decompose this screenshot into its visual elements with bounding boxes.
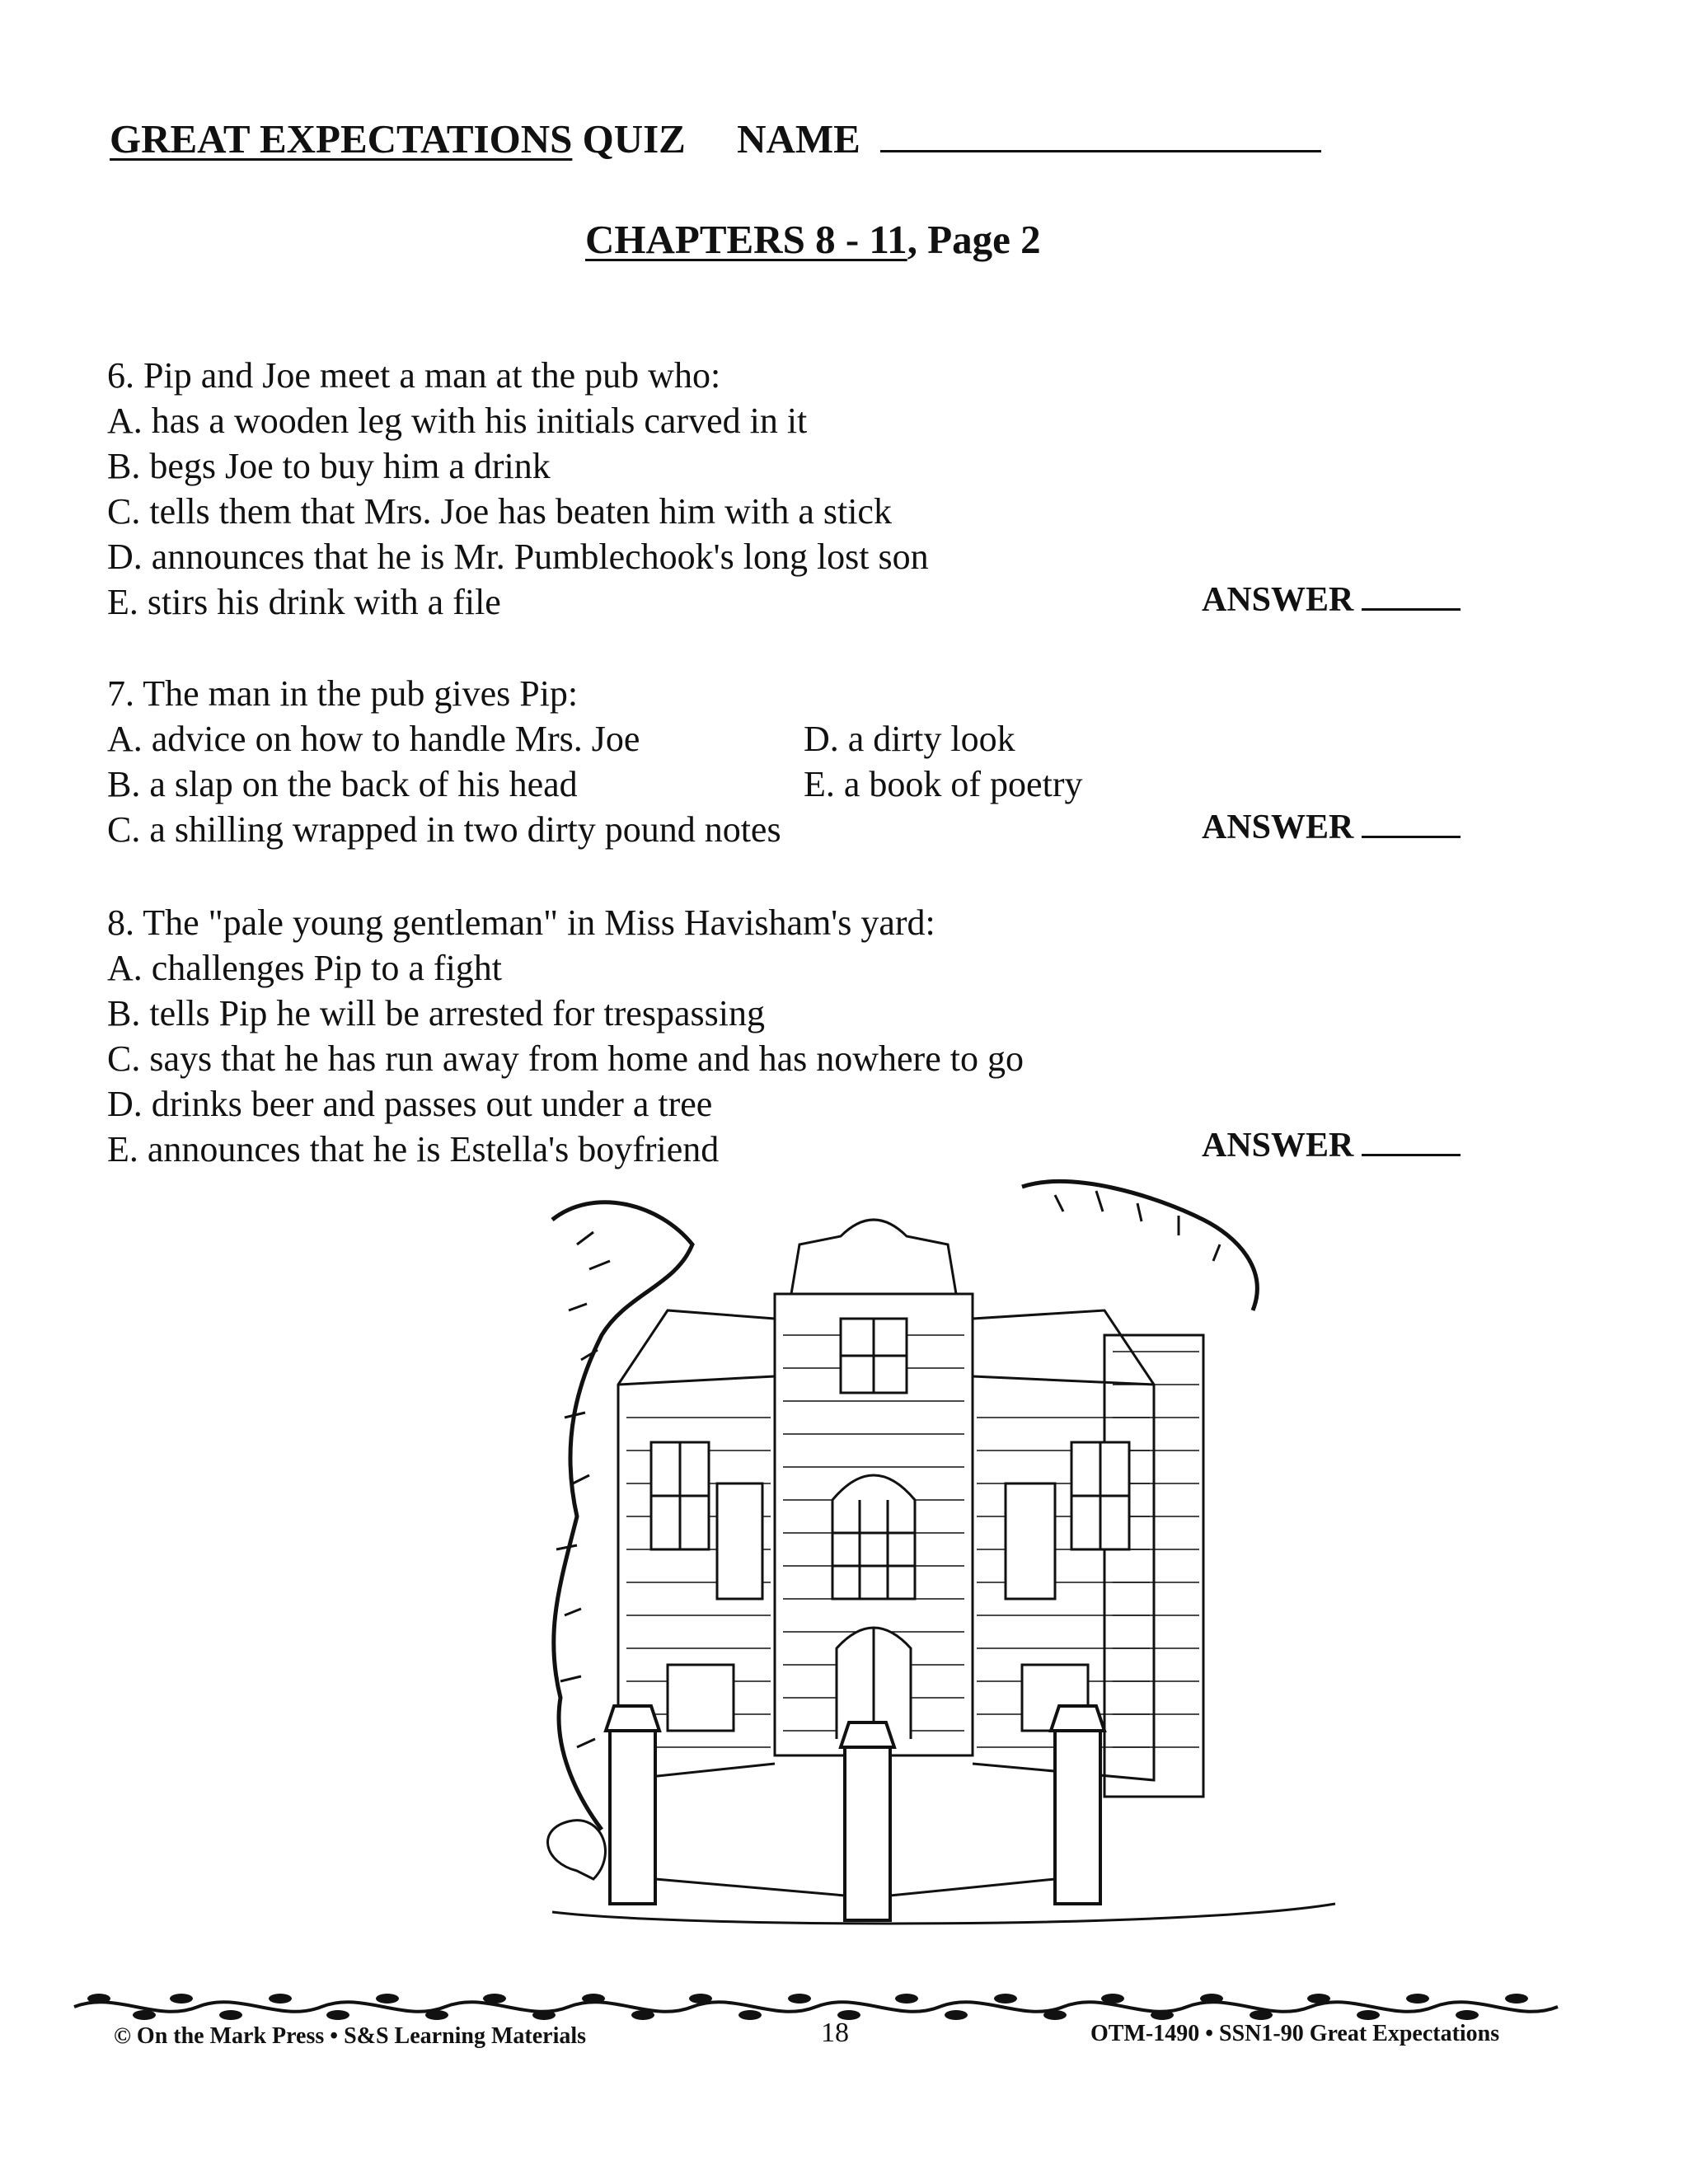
- option-b: B. begs Joe to buy him a drink: [107, 446, 551, 486]
- option-a: A. has a wooden leg with his initials carved in it: [107, 401, 808, 441]
- footer-copyright: © On the Mark Press • S&S Learning Materials: [114, 2023, 587, 2049]
- answer-label: ANSWER: [1202, 808, 1354, 846]
- question-6: [107, 353, 929, 625]
- answer-blank[interactable]: [1362, 813, 1461, 838]
- option-a: A. advice on how to handle Mrs. Joe: [107, 719, 640, 759]
- option-e: E. a book of poetry: [804, 764, 1083, 804]
- answer-label: ANSWER: [1202, 1127, 1354, 1165]
- option-a: A. challenges Pip to a fight: [107, 948, 503, 988]
- footer-product-code: OTM-1490 • SSN1-90 Great Expectations: [1090, 2021, 1500, 2046]
- option-c: C. says that he has run away from home and has nowhere to go: [107, 1038, 1024, 1079]
- chapters-range: CHAPTERS 8 - 11: [585, 217, 907, 262]
- name-label: NAME: [737, 116, 860, 162]
- option-d: D. drinks beer and passes out under a tree: [107, 1084, 713, 1124]
- option-c: C. tells them that Mrs. Joe has beaten him with a stick: [107, 491, 892, 532]
- question-7: [107, 671, 781, 852]
- name-blank[interactable]: [880, 125, 1321, 152]
- page-number: 18: [821, 2018, 849, 2048]
- option-e: E. announces that he is Estella's boyfriend: [107, 1129, 720, 1169]
- option-b: B. tells Pip he will be arrested for trespassing: [107, 993, 765, 1033]
- answer-blank[interactable]: [1362, 1131, 1461, 1156]
- answer-blank[interactable]: [1362, 585, 1461, 611]
- page-label: , Page 2: [907, 217, 1041, 262]
- answer-label: ANSWER: [1202, 581, 1354, 619]
- chapters-subtitle: [585, 216, 1041, 263]
- question-stem: 6. Pip and Joe meet a man at the pub who:: [107, 355, 721, 396]
- quiz-header: [110, 115, 1321, 162]
- option-e: E. stirs his drink with a file: [107, 582, 501, 622]
- book-title: GREAT EXPECTATIONS: [110, 116, 573, 162]
- question-stem: 7. The man in the pub gives Pip:: [107, 673, 579, 714]
- manor-house-illustration: [528, 1170, 1352, 1953]
- answer-7: [1202, 808, 1461, 847]
- option-d: D. announces that he is Mr. Pumblechook's long lost son: [107, 537, 929, 577]
- option-c: C. a shilling wrapped in two dirty pound notes: [107, 809, 781, 850]
- answer-6: [1202, 580, 1461, 620]
- quiz-word: QUIZ: [582, 116, 686, 162]
- answer-8: [1202, 1126, 1461, 1165]
- option-d: D. a dirty look: [804, 719, 1015, 759]
- question-7-right-column: [804, 716, 1082, 807]
- question-8: [107, 900, 1024, 1172]
- question-stem: 8. The "pale young gentleman" in Miss Havisham's yard:: [107, 902, 935, 943]
- option-b: B. a slap on the back of his head: [107, 764, 578, 804]
